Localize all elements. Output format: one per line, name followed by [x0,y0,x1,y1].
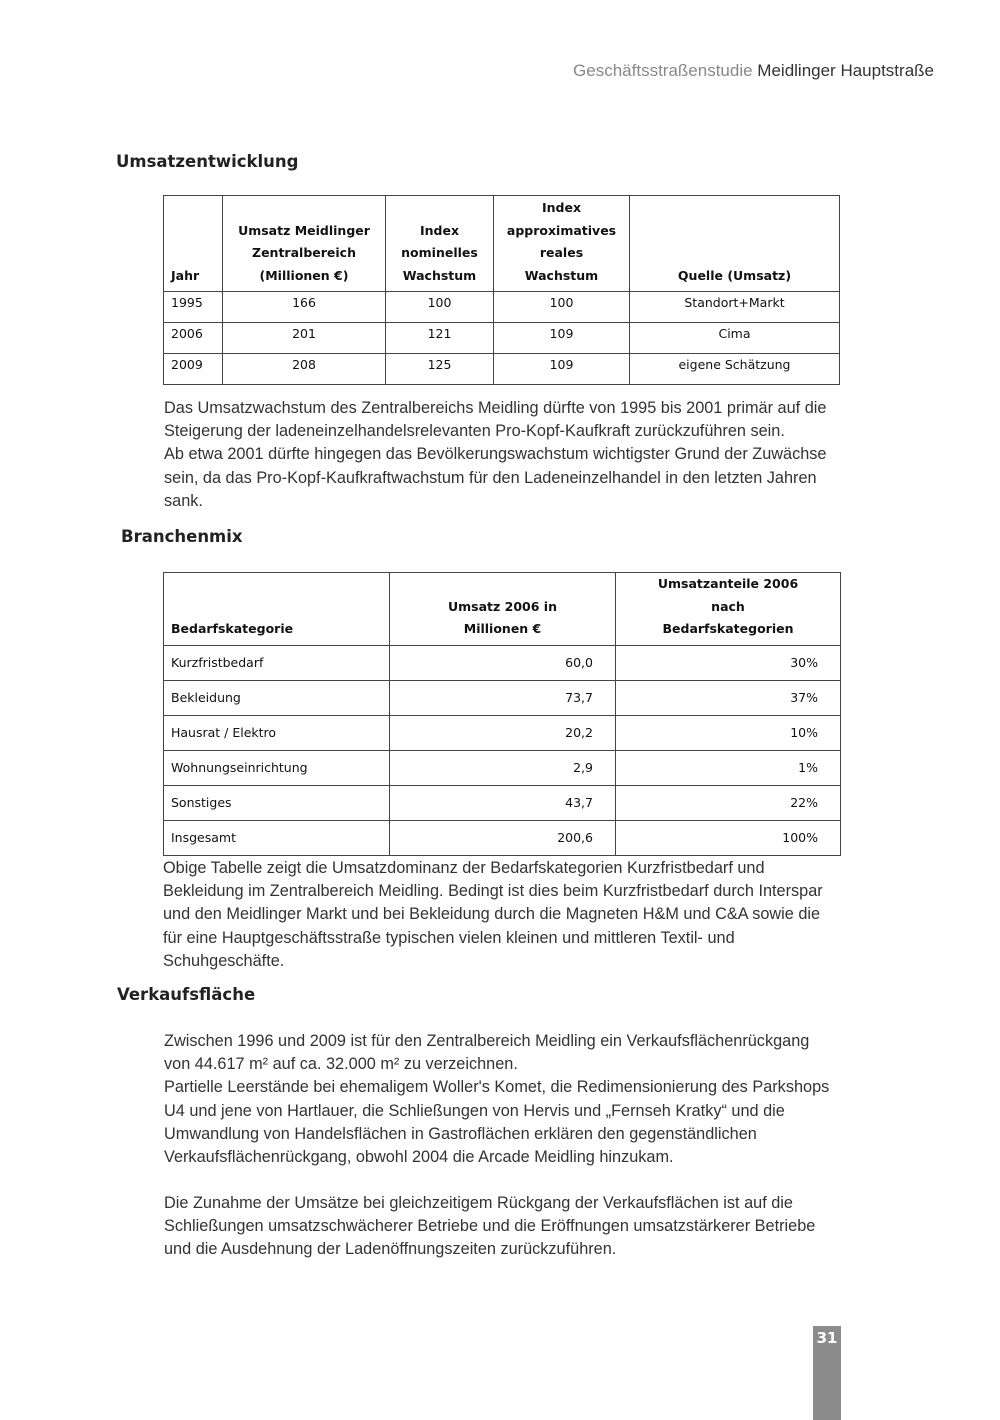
table-row [164,750,841,785]
table-row [164,354,840,385]
table-cell: eigene Schätzung [630,354,840,385]
branchenmix-table [163,572,841,856]
table-cell: Wohnungseinrichtung [164,750,390,785]
table-header-row [164,196,840,292]
table-cell: 22% [616,785,841,820]
column-header: Quelle (Umsatz) [630,196,840,292]
table-cell: 200,6 [390,820,616,855]
table-row [164,323,840,354]
table-cell: 109 [494,354,630,385]
paragraph [164,1030,840,1169]
table-cell: 10% [616,715,841,750]
table-row [164,292,840,323]
table-cell: 100 [386,292,494,323]
table-cell: Sonstiges [164,785,390,820]
table-cell: 121 [386,323,494,354]
table-cell: 201 [223,323,386,354]
table-cell: 208 [223,354,386,385]
paragraph-text: Zwischen 1996 und 2009 ist für den Zentralbereich Meidling ein Verkaufsflächenrückgang von 44.617 m² auf ca. 32.000 m² zu verzeichnen. [164,1032,810,1074]
table-cell: Bekleidung [164,680,390,715]
paragraph: Die Zunahme der Umsätze bei gleichzeitigem Rückgang der Verkaufsflächen ist auf die Schließungen umsatzschwächerer Betriebe und die Eröffnungen umsatzstärkerer Betriebe und die Ausdehnung der Ladenöffnungszeiten zurückzuführen. [164,1194,816,1259]
table-cell: 43,7 [390,785,616,820]
table-header-row [164,573,841,646]
table-cell: Hausrat / Elektro [164,715,390,750]
table-cell: Cima [630,323,840,354]
column-header: Index nominelles Wachstum [386,196,494,292]
paragraph-text: Das Umsatzwachstum des Zentralbereichs Meidling dürfte von 1995 bis 2001 primär auf die Steigerung der ladeneinzelhandelsrelevanten Pro-Kopf-Kaufkraft zurückzuführen sein. [164,399,827,441]
page-number: 31 [813,1326,841,1420]
table-row [164,820,841,855]
table-cell: 37% [616,680,841,715]
table-cell: 125 [386,354,494,385]
table-row [164,680,841,715]
table-cell: 2,9 [390,750,616,785]
header-title: Meidlinger Hauptstraße [757,61,934,80]
column-header: Index approximatives reales Wachstum [494,196,630,292]
table-cell: 2006 [164,323,223,354]
table-cell: 1% [616,750,841,785]
table-cell: 166 [223,292,386,323]
column-header: Umsatz Meidlinger Zentralbereich (Millionen €) [223,196,386,292]
paragraph: Obige Tabelle zeigt die Umsatzdominanz der Bedarfskategorien Kurzfristbedarf und Bekleidung im Zentralbereich Meidling. Bedingt ist dies beim Kurzfristbedarf durch Interspar und den Meidlinger Markt und bei Bekleidung durch die Magneten H&M und C&A sowie die für eine Hauptgeschäftsstraße typischen vielen kleinen und mittleren Textil- und Schuhgeschäfte. [163,859,823,970]
heading-umsatzentwicklung: Umsatzentwicklung [116,152,299,171]
umsatz-table [163,195,840,385]
column-header: Umsatzanteile 2006 nach Bedarfskategorien [616,573,841,646]
table-cell: 100 [494,292,630,323]
table-cell: Standort+Markt [630,292,840,323]
header-series: Geschäftsstraßenstudie [573,61,753,80]
heading-branchenmix: Branchenmix [121,527,243,546]
table-row [164,645,841,680]
paragraph [164,397,844,513]
table-row [164,785,841,820]
table-cell: Insgesamt [164,820,390,855]
table-cell: 60,0 [390,645,616,680]
heading-verkaufsflaeche: Verkaufsfläche [117,985,256,1004]
table-row [164,715,841,750]
table-cell: 20,2 [390,715,616,750]
paragraph-text: Ab etwa 2001 dürfte hingegen das Bevölkerungswachstum wichtigster Grund der Zuwächse sein, da das Pro-Kopf-Kaufkraftwachstum für den Ladeneinzelhandel in den letzten Jahren sank. [164,445,827,510]
paragraph-text: Partielle Leerstände bei ehemaligem Woller's Komet, die Redimensionierung des Parkshops U4 und jene von Hartlauer, die Schließungen von Hervis und „Fernseh Kratky“ und die Umwandlung von Handelsflächen in Gastroflächen erklären den gegenständlichen Verkaufsflächenrückgang, obwohl 2004 die Arcade Meidling hinzukam. [164,1078,830,1167]
table-cell: Kurzfristbedarf [164,645,390,680]
column-header: Jahr [164,196,223,292]
table-cell: 73,7 [390,680,616,715]
table-cell: 109 [494,323,630,354]
table-cell: 1995 [164,292,223,323]
running-header [573,61,934,81]
column-header: Umsatz 2006 in Millionen € [390,573,616,646]
column-header: Bedarfskategorie [164,573,390,646]
table-cell: 2009 [164,354,223,385]
table-cell: 30% [616,645,841,680]
table-cell: 100% [616,820,841,855]
